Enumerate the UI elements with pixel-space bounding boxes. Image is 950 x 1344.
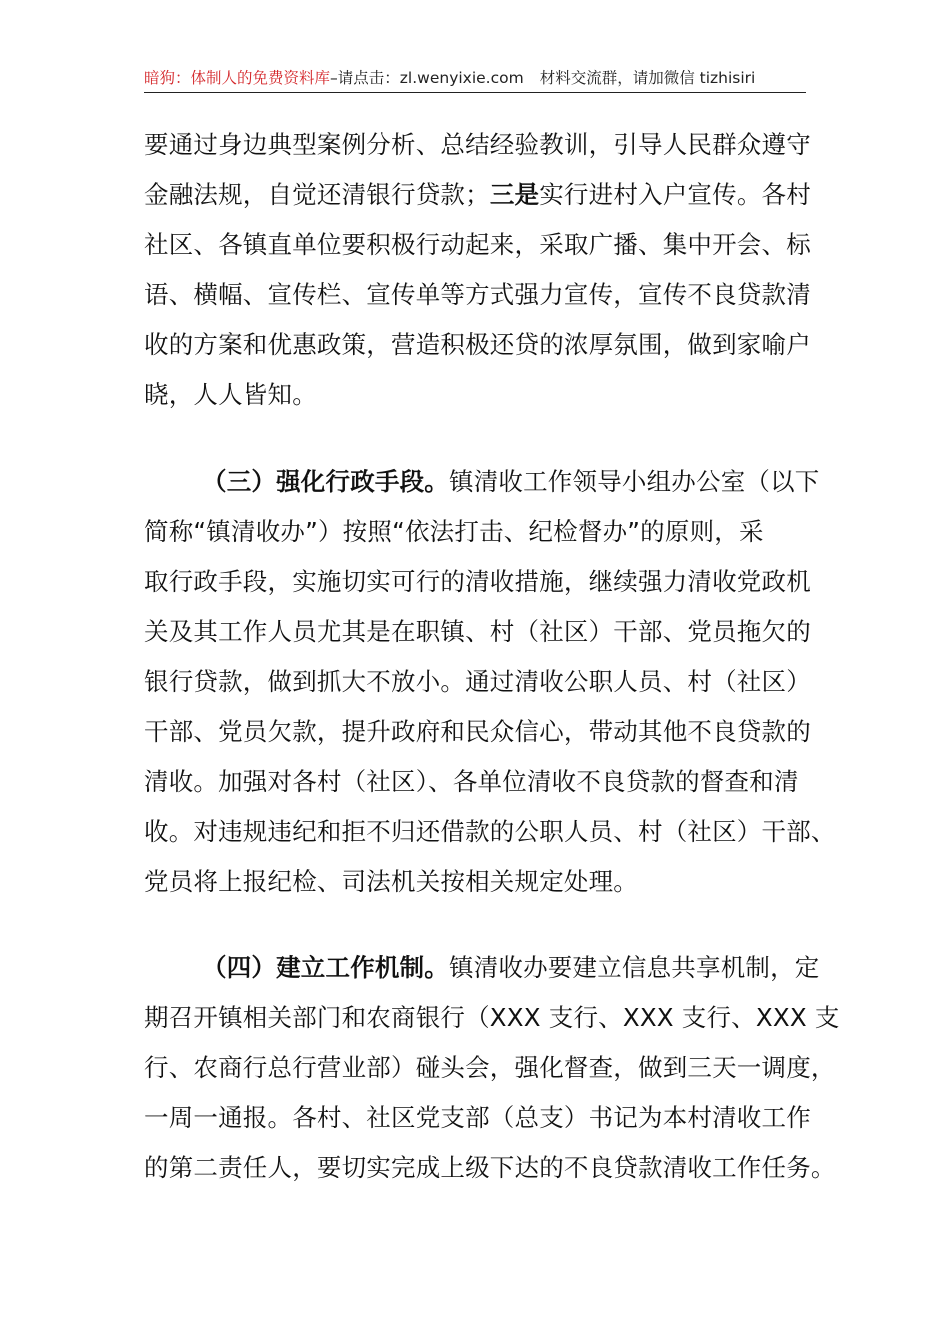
text-line: 干部、党员欠款，提升政府和民众信心，带动其他不良贷款的	[144, 717, 811, 746]
text-segment: 镇清收工作领导小组办公室（以下	[449, 467, 820, 496]
text-line: 清收。加强对各村（社区）、各单位清收不良贷款的督查和清	[144, 767, 799, 796]
text-line: 要通过身边典型案例分析、总结经验教训，引导人民群众遵守	[144, 130, 811, 159]
text-line: 收。对违规违纪和拒不归还借款的公职人员、村（社区）干部、	[144, 817, 836, 846]
page-header	[144, 64, 806, 93]
section-work-mechanism	[144, 943, 840, 1193]
paragraph-continuation	[144, 120, 811, 420]
text-line: 语、横幅、宣传栏、宣传单等方式强力宣传，宣传不良贷款清	[144, 280, 811, 309]
text-line: 的第二责任人，要切实完成上级下达的不良贷款清收工作任务。	[144, 1153, 836, 1182]
text-line: 社区、各镇直单位要积极行动起来，采取广播、集中开会、标	[144, 230, 811, 259]
text-line	[144, 457, 820, 507]
text-segment: 镇清收办要建立信息共享机制，定	[449, 953, 820, 982]
header-link[interactable]: zl.wenyixie.com	[399, 69, 524, 87]
text-line: 期召开镇相关部门和农商银行（XXX 支行、XXX 支行、XXX 支	[144, 1003, 840, 1032]
text-line: 晓，人人皆知。	[144, 380, 317, 409]
text-line: 关及其工作人员尤其是在职镇、村（社区）干部、党员拖欠的	[144, 617, 811, 646]
text-line: 一周一通报。各村、社区党支部（总支）书记为本村清收工作	[144, 1103, 811, 1132]
section-heading: （四）建立工作机制。	[202, 953, 449, 982]
emphasis-label: 三是	[489, 180, 540, 209]
text-line	[144, 170, 811, 220]
text-line: 简称“镇清收办”）按照“依法打击、纪检督办”的原则，采	[144, 517, 764, 546]
header-link-prefix: –请点击：	[330, 69, 400, 87]
text-segment: 实行进村入户宣传。各村	[539, 180, 811, 209]
text-line: 党员将上报纪检、司法机关按相关规定处理。	[144, 867, 638, 896]
text-line: 银行贷款，做到抓大不放小。通过清收公职人员、村（社区）	[144, 667, 811, 696]
section-administrative-measures	[144, 457, 836, 907]
header-contact: 材料交流群，请加微信 tizhisiri	[539, 69, 756, 87]
text-line: 行、农商行总行营业部）碰头会，强化督查，做到三天一调度，	[144, 1053, 836, 1082]
text-line: 取行政手段，实施切实可行的清收措施，继续强力清收党政机	[144, 567, 811, 596]
text-line: 收的方案和优惠政策，营造积极还贷的浓厚氛围，做到家喻户	[144, 330, 811, 359]
header-brand: 暗狗：体制人的免费资料库	[144, 69, 331, 87]
text-line	[144, 943, 820, 993]
text-segment: 金融法规，自觉还清银行贷款；	[144, 180, 490, 209]
section-heading: （三）强化行政手段。	[202, 467, 449, 496]
